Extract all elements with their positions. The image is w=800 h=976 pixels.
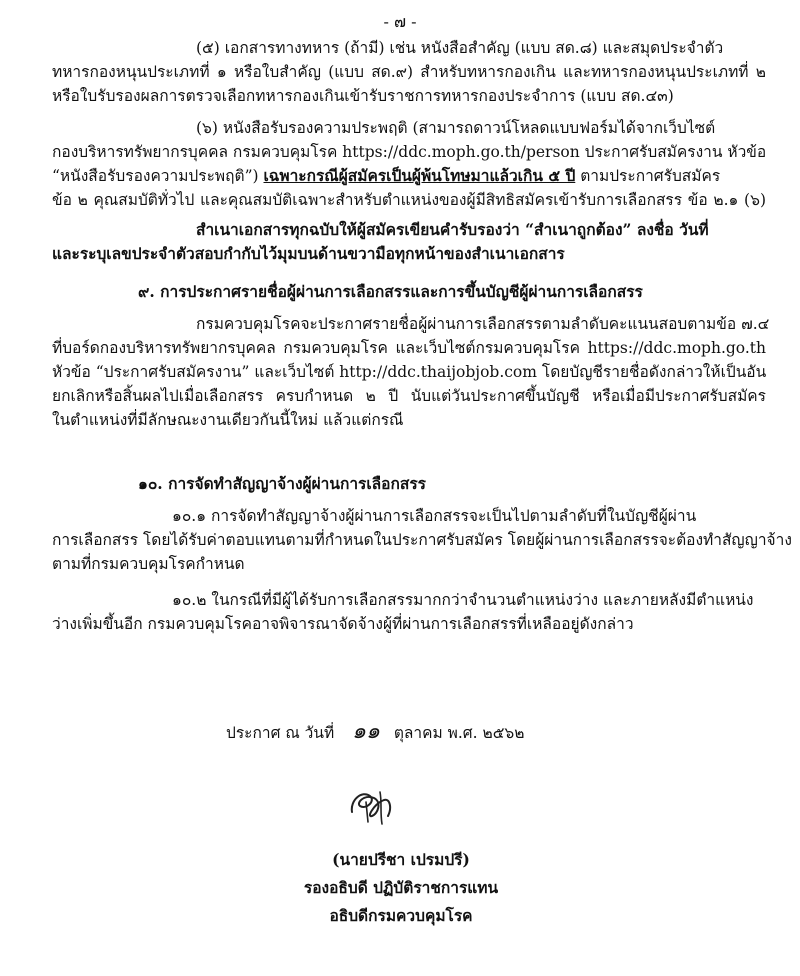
announcement-prefix: ประกาศ ณ วันที่ [226, 724, 335, 742]
handwritten-signature [344, 782, 404, 826]
section10-p2-line1: ๑๐.๒ ในกรณีที่มีผู้ได้รับการเลือกสรรมากกว่าจำนวนตำแหน่งว่าง และภายหลังมีตำแหน่ง [172, 591, 754, 609]
signatory-position: รองอธิบดี ปฏิบัติราชการแทน [303, 878, 499, 897]
section9-line3: หัวข้อ “ประกาศรับสมัครงาน” และเว็บไซต์ http://ddc.thaijobjob.com โดยบัญชีรายชื่อดังกล่าวให้เป็นอัน [52, 363, 767, 381]
item6-line4: ข้อ ๒ คุณสมบัติทั่วไป และคุณสมบัติเฉพาะสำหรับตำแหน่งของผู้มีสิทธิสมัครเข้ารับการเลือกสรร ข้อ ๒.๑ (๖) [52, 191, 766, 209]
section10-p1-line1: ๑๐.๑ การจัดทำสัญญาจ้างผู้ผ่านการเลือกสรรจะเป็นไปตามลำดับที่ในบัญชีผู้ผ่าน [172, 507, 697, 525]
item6-emphasis: เฉพาะกรณีผู้สมัครเป็นผู้พ้นโทษมาแล้วเกิน ๕ ปี [263, 166, 576, 185]
copy-note-line2: และระบุเลขประจำตัวสอบกำกับไว้มุมบนด้านขวามือทุกหน้าของสำเนาเอกสาร [52, 244, 565, 263]
section9-heading: ๙. การประกาศรายชื่อผู้ผ่านการเลือกสรรและการขึ้นบัญชีผู้ผ่านการเลือกสรร [138, 282, 643, 301]
signatory-office: อธิบดีกรมควบคุมโรค [329, 906, 473, 925]
item5-line1: (๕) เอกสารทางทหาร (ถ้ามี) เช่น หนังสือสำคัญ (แบบ สด.๘) และสมุดประจำตัว [196, 39, 724, 57]
section9-line5: ในตำแหน่งที่มีลักษณะงานเดียวกันนี้ใหม่ แล้วแต่กรณี [52, 411, 404, 429]
item6-line3 [52, 164, 720, 188]
page-number: - ๗ - [383, 12, 417, 31]
item6-line2: กองบริหารทรัพยากรบุคคล กรมควบคุมโรค https://ddc.moph.go.th/person ประกาศรับสมัครงาน หัวข้อ [52, 143, 767, 161]
section9-line1: กรมควบคุมโรคจะประกาศรายชื่อผู้ผ่านการเลือกสรรตามลำดับคะแนนสอบตามข้อ ๗.๔ [196, 315, 770, 333]
section9-line4: ยกเลิกหรือสิ้นผลไปเมื่อเลือกสรร ครบกำหนด ๒ ปี นับแต่วันประกาศขึ้นบัญชี หรือเมื่อมีประกาศรับสมัคร [52, 387, 766, 405]
section10-p2-line2: ว่างเพิ่มขึ้นอีก กรมควบคุมโรคอาจพิจารณาจัดจ้างผู้ที่ผ่านการเลือกสรรที่เหลืออยู่ดังกล่าว [52, 615, 634, 633]
copy-note-line1: สำเนาเอกสารทุกฉบับให้ผู้สมัครเขียนคำรับรองว่า “สำเนาถูกต้อง” ลงชื่อ วันที่ [196, 220, 709, 239]
item5-line2: ทหารกองหนุนประเภทที่ ๑ หรือใบสำคัญ (แบบ สด.๙) สำหรับทหารกองเกิน และทหารกองหนุนประเภทที่ ๒ [52, 63, 766, 81]
item6-line3-start: “หนังสือรับรองความประพฤติ”) [52, 167, 264, 185]
announcement-date [226, 720, 524, 744]
section10-p1-line2: การเลือกสรร โดยได้รับค่าตอบแทนตามที่กำหนดในประกาศรับสมัคร โดยผู้ผ่านการเลือกสรรจะต้องทำสัญญาจ้าง [52, 531, 792, 549]
section10-heading: ๑๐. การจัดทำสัญญาจ้างผู้ผ่านการเลือกสรร [138, 474, 426, 493]
section10-p1-line3: ตามที่กรมควบคุมโรคกำหนด [52, 555, 245, 573]
section9-line2: ที่บอร์ดกองบริหารทรัพยากรบุคคล กรมควบคุมโรค และเว็บไซต์กรมควบคุมโรค https://ddc.moph.go.th [52, 339, 766, 357]
item6-line1: (๖) หนังสือรับรองความประพฤติ (สามารถดาวน์โหลดแบบฟอร์มได้จากเว็บไซต์ [196, 119, 716, 137]
announcement-month-year: ตุลาคม พ.ศ. ๒๕๖๒ [393, 724, 525, 742]
announcement-day: ๑๑ [352, 719, 380, 744]
signatory-name: (นายปรีชา เปรมปรี) [332, 850, 470, 869]
item6-line3-end: ตามประกาศรับสมัคร [575, 167, 721, 185]
item5-line3: หรือใบรับรองผลการตรวจเลือกทหารกองเกินเข้ารับราชการทหารกองประจำการ (แบบ สด.๔๓) [52, 87, 674, 105]
